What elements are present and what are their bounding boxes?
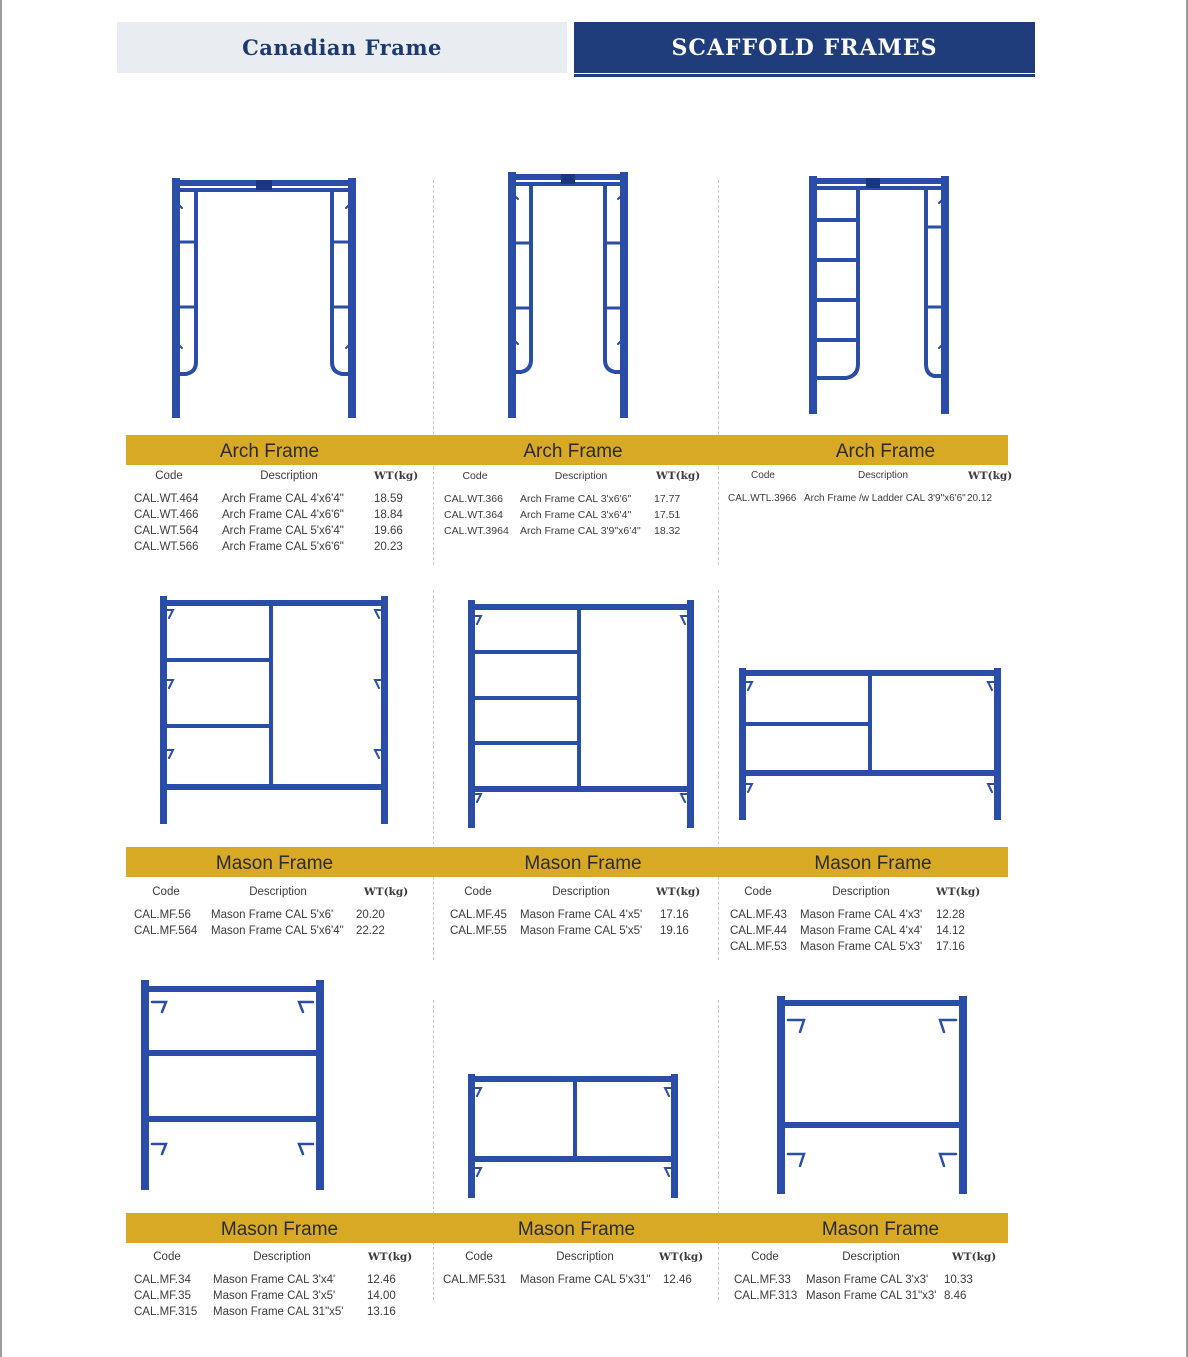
- section-title: Arch Frame: [523, 441, 623, 462]
- page-edge-left: [0, 0, 2, 1357]
- table-row: [730, 923, 986, 939]
- spec-table: [728, 470, 1018, 507]
- row-code: CAL.WT.3964: [444, 525, 509, 537]
- col-header-weight: WT(kg): [952, 1251, 997, 1263]
- row-description: Mason Frame CAL 4'x3': [800, 909, 923, 921]
- column-divider: [718, 180, 719, 565]
- row-description: Arch Frame /w Ladder CAL 3'9"x6'6": [804, 493, 966, 504]
- row-weight: 8.46: [944, 1290, 967, 1302]
- mason-frame-3x4-image: [138, 978, 328, 1192]
- row-weight: 18.59: [374, 493, 403, 505]
- row-description: Mason Frame CAL 3'x3': [806, 1274, 929, 1286]
- spec-table: [443, 1251, 719, 1288]
- row-weight: 17.51: [654, 509, 681, 521]
- row-code: CAL.MF.55: [450, 925, 507, 937]
- header-canadian-frame: [117, 22, 567, 73]
- table-row: [134, 1272, 428, 1288]
- table-row: [134, 1288, 428, 1304]
- row-code: CAL.MF.45: [450, 909, 507, 921]
- table-row: [444, 491, 706, 507]
- mason-frame-4x3-image: [736, 666, 1004, 822]
- row-description: Mason Frame CAL 5'x6'4": [211, 925, 344, 937]
- row-code: CAL.WT.566: [134, 541, 199, 553]
- column-divider: [433, 590, 434, 960]
- row-description: Arch Frame CAL 4'x6'4": [222, 493, 344, 505]
- table-row: [134, 491, 434, 507]
- table-row: [730, 939, 986, 955]
- row-description: Arch Frame CAL 3'9"x6'4": [520, 525, 641, 537]
- spec-table: [134, 470, 434, 555]
- col-header-description: Description: [554, 470, 608, 482]
- row-code: CAL.WT.464: [134, 493, 199, 505]
- row-weight: 12.28: [936, 909, 965, 921]
- row-weight: 14.00: [367, 1290, 396, 1302]
- row-weight: 12.46: [367, 1274, 396, 1286]
- col-header-description: Description: [260, 470, 318, 482]
- col-header-code: Code: [751, 470, 775, 481]
- table-row: [134, 1304, 428, 1320]
- col-header-weight: WT(kg): [659, 1251, 704, 1263]
- col-header-description: Description: [832, 886, 890, 898]
- row-code: CAL.WT.564: [134, 525, 199, 537]
- row-weight: 18.32: [654, 525, 681, 537]
- table-row: [134, 523, 434, 539]
- arch-frame-ladder-image: [806, 172, 952, 418]
- row-weight: 17.16: [660, 909, 689, 921]
- col-header-weight: WT(kg): [364, 886, 409, 898]
- table-row: [734, 1272, 1012, 1288]
- col-header-description: Description: [556, 1251, 614, 1263]
- row-code: CAL.MF.43: [730, 909, 787, 921]
- col-header-code: Code: [155, 470, 183, 482]
- section-title: Mason Frame: [821, 1219, 940, 1240]
- spec-table: [734, 1251, 1012, 1304]
- spec-table: [730, 886, 986, 955]
- table-row: [450, 923, 706, 939]
- row-description: Mason Frame CAL 3'x4': [213, 1274, 336, 1286]
- mason-frame-5x31-image: [465, 1072, 681, 1200]
- row-description: Mason Frame CAL 5'x3': [800, 941, 923, 953]
- col-header-weight: WT(kg): [656, 886, 701, 898]
- row-code: CAL.WT.364: [444, 509, 503, 521]
- spec-table: [450, 886, 706, 939]
- col-header-code: Code: [152, 886, 180, 898]
- row-description: Arch Frame CAL 4'x6'6": [222, 509, 344, 521]
- col-header-code: Code: [744, 886, 772, 898]
- col-header-weight: WT(kg): [374, 470, 419, 482]
- row-weight: 10.33: [944, 1274, 973, 1286]
- section-title: Mason Frame: [814, 853, 932, 874]
- row-weight: 17.77: [654, 493, 681, 505]
- mason-frame-3x3-image: [774, 994, 970, 1196]
- col-header-code: Code: [153, 1251, 181, 1263]
- col-header-code: Code: [751, 1251, 779, 1263]
- row-weight: 19.16: [660, 925, 689, 937]
- row-code: CAL.WT.366: [444, 493, 503, 505]
- arch-frame-4ft-image: [168, 172, 360, 422]
- row-code: CAL.MF.315: [134, 1306, 198, 1318]
- section-title: Arch Frame: [835, 441, 936, 462]
- col-header-description: Description: [857, 470, 909, 481]
- col-header-weight: WT(kg): [936, 886, 981, 898]
- row-description: Arch Frame CAL 5'x6'4": [222, 525, 344, 537]
- row-weight: 22.22: [356, 925, 385, 937]
- section-title: Mason Frame: [215, 853, 334, 874]
- table-row: [134, 539, 434, 555]
- col-header-weight: WT(kg): [368, 1251, 413, 1263]
- col-header-code: Code: [465, 1251, 493, 1263]
- section-title: Mason Frame: [220, 1219, 339, 1240]
- row-weight: 18.84: [374, 509, 403, 521]
- row-weight: 14.12: [936, 925, 965, 937]
- column-divider: [433, 1000, 434, 1300]
- col-header-description: Description: [552, 886, 610, 898]
- row-code: CAL.MF.44: [730, 925, 787, 937]
- row-code: CAL.MF.56: [134, 909, 191, 921]
- row-code: CAL.MF.313: [734, 1290, 798, 1302]
- table-row: [730, 907, 986, 923]
- row-weight: 19.66: [374, 525, 403, 537]
- spec-table: [134, 886, 424, 939]
- row-code: CAL.MF.35: [134, 1290, 191, 1302]
- col-header-description: Description: [249, 886, 307, 898]
- col-header-code: Code: [462, 470, 488, 482]
- row-description: Mason Frame CAL 3'x5': [213, 1290, 336, 1302]
- row-weight: 20.12: [967, 493, 993, 504]
- row-code: CAL.WT.466: [134, 509, 199, 521]
- row-code: CAL.MF.564: [134, 925, 198, 937]
- row-weight: 12.46: [663, 1274, 692, 1286]
- row-code: CAL.MF.531: [443, 1274, 507, 1286]
- table-row: [134, 507, 434, 523]
- section-title: Arch Frame: [219, 441, 320, 462]
- header-left-title: Canadian Frame: [242, 35, 442, 60]
- col-header-weight: WT(kg): [968, 470, 1013, 482]
- arch-frame-3ft-image: [505, 168, 631, 423]
- row-description: Arch Frame CAL 5'x6'6": [222, 541, 344, 553]
- table-row: [728, 491, 1018, 507]
- row-code: CAL.MF.34: [134, 1274, 191, 1286]
- row-weight: 20.23: [374, 541, 403, 553]
- row-code: CAL.MF.53: [730, 941, 787, 953]
- table-row: [134, 923, 424, 939]
- row-description: Mason Frame CAL 31"x5': [213, 1306, 344, 1318]
- row-description: Mason Frame CAL 5'x31": [520, 1274, 651, 1286]
- row-description: Arch Frame CAL 3'x6'6": [520, 493, 632, 505]
- table-row: [450, 907, 706, 923]
- table-row: [444, 507, 706, 523]
- table-row: [734, 1288, 1012, 1304]
- spec-table: [134, 1251, 428, 1320]
- row-weight: 13.16: [367, 1306, 396, 1318]
- row-description: Arch Frame CAL 3'x6'4": [520, 509, 632, 521]
- row-description: Mason Frame CAL 5'x6': [211, 909, 334, 921]
- col-header-description: Description: [842, 1251, 900, 1263]
- header-scaffold-frames: [574, 22, 1035, 73]
- header-right-title: SCAFFOLD FRAMES: [671, 34, 938, 61]
- spec-table: [444, 470, 706, 539]
- row-description: Mason Frame CAL 5'x5': [520, 925, 643, 937]
- row-weight: 17.16: [936, 941, 965, 953]
- row-description: Mason Frame CAL 4'x4': [800, 925, 923, 937]
- column-divider: [718, 590, 719, 960]
- mason-frame-4x5-image: [465, 598, 697, 830]
- mason-frame-5x6-image: [157, 594, 391, 826]
- row-description: Mason Frame CAL 31"x3': [806, 1290, 937, 1302]
- col-header-weight: WT(kg): [656, 470, 701, 482]
- row-description: Mason Frame CAL 4'x5': [520, 909, 643, 921]
- section-title: Mason Frame: [524, 853, 642, 874]
- row-code: CAL.MF.33: [734, 1274, 791, 1286]
- row-code: CAL.WTL.3966: [728, 493, 797, 504]
- table-row: [443, 1272, 719, 1288]
- table-row: [134, 907, 424, 923]
- table-row: [444, 523, 706, 539]
- row-weight: 20.20: [356, 909, 385, 921]
- col-header-description: Description: [253, 1251, 311, 1263]
- col-header-code: Code: [464, 886, 492, 898]
- section-title: Mason Frame: [517, 1219, 636, 1240]
